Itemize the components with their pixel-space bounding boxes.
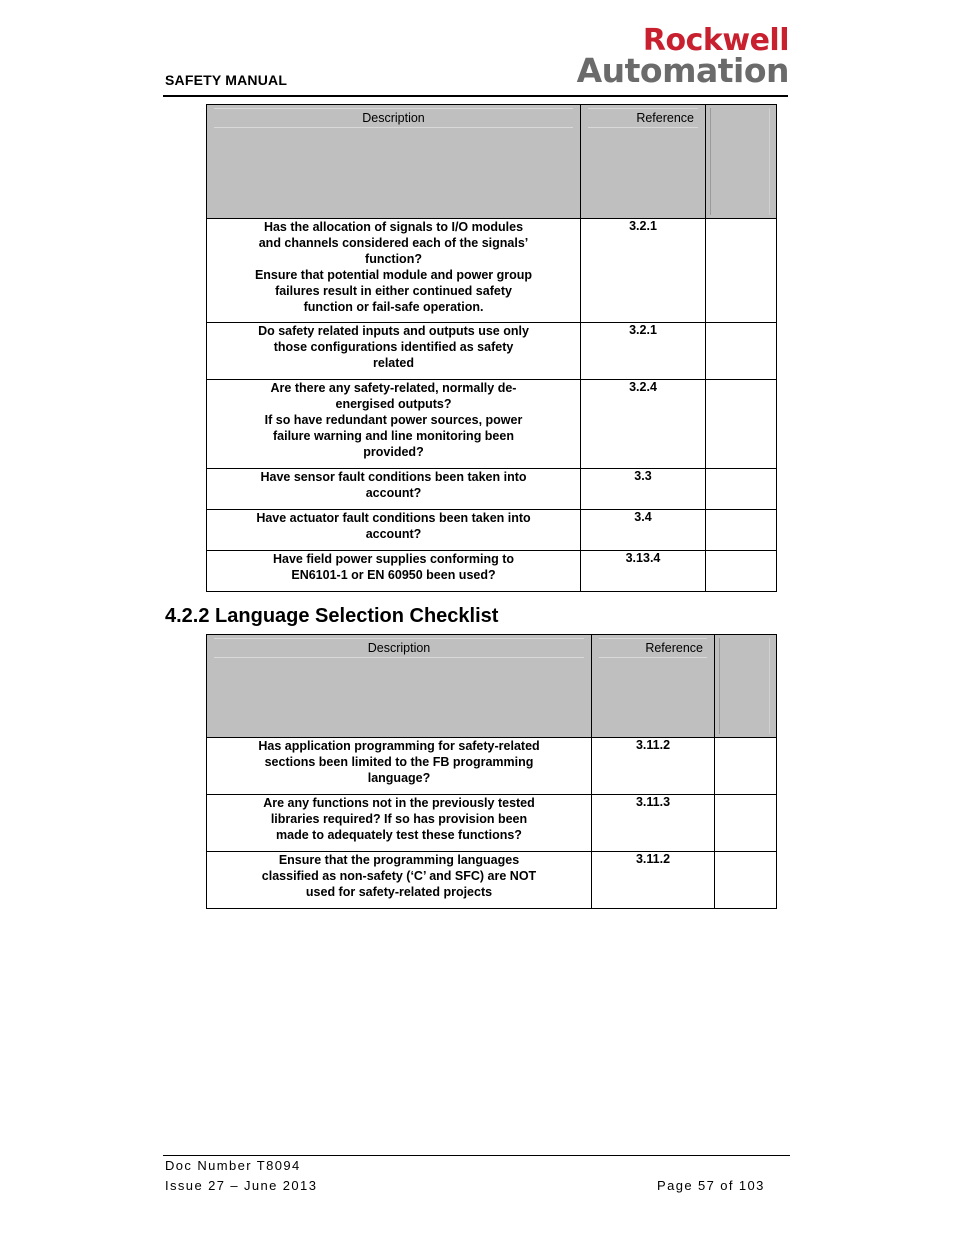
logo-line-rockwell: Rockwell <box>642 23 789 58</box>
question-line: libraries required? If so has provision been <box>270 812 528 826</box>
footer-divider <box>163 1155 790 1156</box>
checklist-question <box>207 323 581 380</box>
description-header: Description <box>214 638 584 658</box>
description-header-cell <box>207 105 581 219</box>
section-heading: 4.2.2 Language Selection Checklist <box>165 605 499 627</box>
question-line: made to adequately test these functions? <box>276 828 522 842</box>
check-cell <box>706 510 777 551</box>
issue-date: Issue 27 – June 2013 <box>165 1178 318 1193</box>
question-line: Are any functions not in the previously tested <box>263 796 535 810</box>
question-line: used for safety-related projects <box>305 885 493 899</box>
table-row <box>207 469 777 510</box>
question-line: and channels considered each of the signals’ <box>258 236 529 250</box>
question-line: Has application programming for safety-related <box>258 739 540 753</box>
checklist-question <box>207 380 581 469</box>
header-title: SAFETY MANUAL <box>165 72 288 88</box>
checklist-question <box>207 510 581 551</box>
description-header-cell <box>207 635 592 738</box>
question-line: If so have redundant power sources, power <box>264 413 523 427</box>
logo-line-automation: Automation <box>576 51 789 90</box>
reference-cell: 3.4 <box>581 510 706 551</box>
question-line: Have actuator fault conditions been taken into <box>256 511 531 525</box>
question-line: Has the allocation of signals to I/O modules <box>263 220 524 234</box>
checklist-question <box>207 852 592 909</box>
check-cell <box>706 219 777 323</box>
reference-cell: 3.2.1 <box>581 323 706 380</box>
page-number: Page 57 of 103 <box>657 1178 765 1193</box>
question-line: language? <box>367 771 431 785</box>
table-row <box>207 551 777 592</box>
table-row <box>207 219 777 323</box>
checklist-table-2 <box>206 634 777 909</box>
check-cell <box>706 380 777 469</box>
table-row <box>207 738 777 795</box>
question-line: Do safety related inputs and outputs use only <box>258 324 529 338</box>
question-line: failures result in either continued safety <box>275 284 512 298</box>
reference-header: Reference <box>599 638 707 658</box>
question-line: Are there any safety-related, normally de- <box>270 381 517 395</box>
reference-header: Reference <box>588 108 698 128</box>
question-line: Have sensor fault conditions been taken into <box>260 470 527 484</box>
checklist-table-1 <box>206 104 777 592</box>
description-header: Description <box>214 108 573 128</box>
question-line: energised outputs? <box>335 397 452 411</box>
question-line: EN6101-1 or EN 60950 been used? <box>291 568 496 582</box>
header-divider <box>163 95 788 97</box>
check-cell <box>715 852 777 909</box>
blank-header-cell <box>706 105 777 219</box>
table-header-row <box>207 635 777 738</box>
question-line: account? <box>365 527 422 541</box>
question-line: classified as non-safety (‘C’ and SFC) are NOT <box>261 869 537 883</box>
question-line: function or fail-safe operation. <box>303 300 484 314</box>
check-cell <box>706 469 777 510</box>
reference-cell: 3.11.2 <box>592 738 715 795</box>
doc-number: Doc Number T8094 <box>165 1158 301 1173</box>
checklist-question <box>207 795 592 852</box>
checklist-question <box>207 219 581 323</box>
check-cell <box>715 738 777 795</box>
question-line: related <box>373 356 414 370</box>
table-row <box>207 852 777 909</box>
checklist-table-2-body <box>207 738 777 909</box>
table-row <box>207 323 777 380</box>
reference-cell: 3.11.3 <box>592 795 715 852</box>
check-cell <box>706 323 777 380</box>
check-cell <box>706 551 777 592</box>
question-line: Have field power supplies conforming to <box>272 552 514 566</box>
table-row <box>207 510 777 551</box>
question-line: failure warning and line monitoring been <box>272 429 514 443</box>
checklist-question <box>207 551 581 592</box>
question-line: sections been limited to the FB programming <box>264 755 534 769</box>
reference-cell: 3.3 <box>581 469 706 510</box>
question-line: those configurations identified as safety <box>273 340 514 354</box>
rockwell-automation-logo <box>553 23 789 90</box>
table-header-row <box>207 105 777 219</box>
question-line: account? <box>365 486 422 500</box>
reference-cell: 3.13.4 <box>581 551 706 592</box>
question-line: Ensure that the programming languages <box>278 853 520 867</box>
checklist-question <box>207 469 581 510</box>
check-cell <box>715 795 777 852</box>
reference-cell: 3.2.1 <box>581 219 706 323</box>
question-line: function? <box>365 252 422 266</box>
checklist-table-1-body <box>207 219 777 592</box>
table-row <box>207 795 777 852</box>
question-line: Ensure that potential module and power group <box>254 268 533 282</box>
question-line: provided? <box>363 445 424 459</box>
reference-header-cell <box>581 105 706 219</box>
reference-cell: 3.2.4 <box>581 380 706 469</box>
reference-header-cell <box>592 635 715 738</box>
table-row <box>207 380 777 469</box>
checklist-question <box>207 738 592 795</box>
blank-header-cell <box>715 635 777 738</box>
reference-cell: 3.11.2 <box>592 852 715 909</box>
